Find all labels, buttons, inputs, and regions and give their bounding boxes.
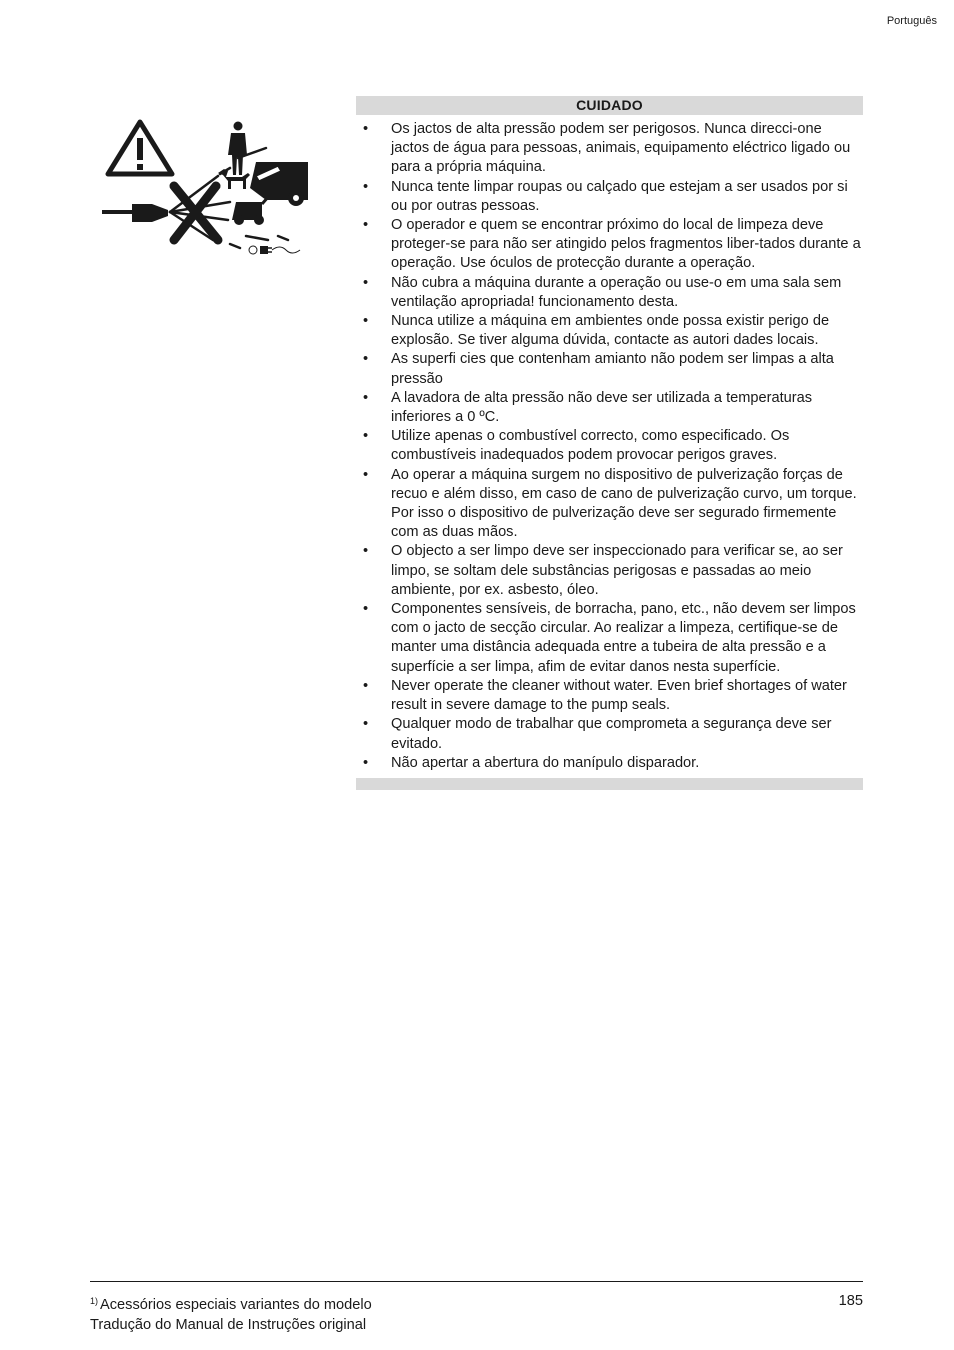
list-item xyxy=(356,216,863,274)
list-item-text: Never operate the cleaner without water. Even brief shortages of water result in severe damage to the pump seals. xyxy=(391,677,847,714)
list-item xyxy=(356,542,863,600)
bullet: • xyxy=(363,601,369,618)
spray-prohibition-icon xyxy=(98,116,308,266)
caution-footer-bar xyxy=(356,778,863,790)
page-number: 185 xyxy=(838,1293,863,1309)
footnote xyxy=(90,1292,372,1316)
footer-divider xyxy=(90,1281,863,1282)
bullet: • xyxy=(363,428,369,445)
list-item xyxy=(356,350,863,388)
bullet: • xyxy=(363,754,369,771)
bullet: • xyxy=(363,677,369,694)
bullet: • xyxy=(363,543,369,560)
document-subtitle: Tradução do Manual de Instruções original xyxy=(90,1316,367,1333)
list-item xyxy=(356,600,863,677)
list-item xyxy=(356,677,863,715)
bullet: • xyxy=(363,217,369,234)
list-item xyxy=(356,466,863,543)
list-item-text: Ao operar a máquina surgem no dispositivo de pulverização forças de recuo e além disso, em caso de cano de pulverização curvo, um torque. Por isso o dispositivo de pulverização deve ser segurado firmemente com as duas mãos. xyxy=(391,466,857,541)
caution-box xyxy=(356,96,863,790)
list-item xyxy=(356,389,863,427)
list-item xyxy=(356,715,863,753)
bullet: • xyxy=(363,178,369,195)
list-item-text: Qualquer modo de trabalhar que comprometa a segurança deve ser evitado. xyxy=(391,716,832,752)
bullet: • xyxy=(363,313,369,330)
list-item-text: Componentes sensíveis, de borracha, pano, etc., não devem ser limpos com o jacto de secção circular. Ao realizar a limpeza, certifique-se de manter uma distância adequada entre a tubeira de alta pressão e a superfície a ser limpa, afim de evitar danos nesta superfície. xyxy=(391,601,856,675)
list-item xyxy=(356,120,863,178)
bullet: • xyxy=(363,389,369,406)
warning-triangle-icon xyxy=(108,122,172,174)
list-item-text: As superfi cies que contenham amianto não podem ser limpas a alta pressão xyxy=(391,351,834,387)
footer-notes xyxy=(90,1292,372,1335)
list-item-text: Nunca tente limpar roupas ou calçado que estejam a ser usados por si ou por outras pessoas. xyxy=(391,178,848,214)
list-item xyxy=(356,178,863,216)
list-item-text: Não apertar a abertura do manípulo disparador. xyxy=(391,754,700,771)
footnote-marker: 1) xyxy=(90,1296,99,1306)
bullet: • xyxy=(363,466,369,483)
list-item-text: A lavadora de alta pressão não deve ser utilizada a temperaturas inferiores a 0 ºC. xyxy=(391,389,813,426)
list-item-text: Não cubra a máquina durante a operação ou use-o em uma sala sem ventilação apropriada! funcionamento desta. xyxy=(391,274,842,310)
caution-list xyxy=(356,115,863,776)
list-item xyxy=(356,427,863,465)
list-item-text: Os jactos de alta pressão podem ser perigosos. Nunca direcci-one jactos de água para pessoas, animais, equipamento eléctrico ligado ou para a própria máquina. xyxy=(391,121,851,176)
bullet: • xyxy=(363,351,369,368)
footnote-text: Acessórios especiais variantes do modelo xyxy=(100,1297,372,1313)
list-item-text: Utilize apenas o combustível correcto, como especificado. Os combustíveis inadequados podem provocar perigos graves. xyxy=(391,428,790,464)
caution-title: CUIDADO xyxy=(356,96,863,115)
bullet: • xyxy=(363,716,369,733)
list-item-text: O operador e quem se encontrar próximo do local de limpeza deve proteger-se para não ser atingido pelos fragmentos liber-tados durante a operação. Use óculos de protecção durante a operação. xyxy=(391,217,861,272)
bullet: • xyxy=(363,274,369,291)
list-item-text: Nunca utilize a máquina em ambientes onde possa existir perigo de explosão. Se tiver alguma dúvida, contacte as autori dades locais. xyxy=(391,313,830,349)
bullet: • xyxy=(363,121,369,137)
list-item xyxy=(356,274,863,312)
list-item xyxy=(356,312,863,350)
list-item-text: O objecto a ser limpo deve ser inspeccionado para verificar se, ao ser limpo, se soltam dele substâncias perigosas e passadas ao meio ambiente, por ex. asbesto, óleo. xyxy=(391,543,843,598)
language-label: Português xyxy=(886,15,937,27)
list-item xyxy=(356,754,863,773)
